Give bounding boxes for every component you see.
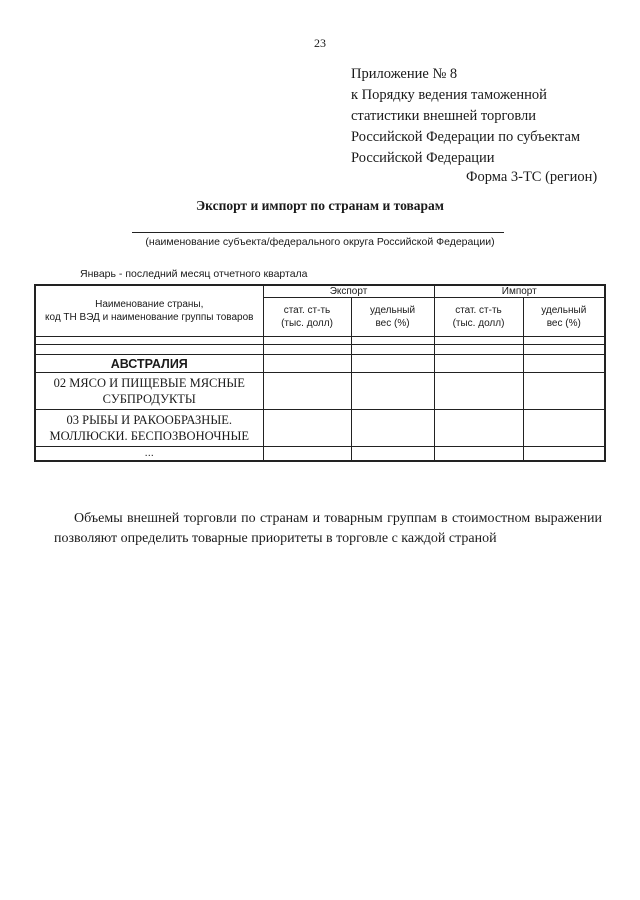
appendix-block (351, 64, 580, 169)
table-cell (351, 337, 434, 345)
trade-table (34, 284, 606, 462)
more-rows-indicator: ... (35, 447, 263, 462)
import-share-header: удельный вес (%) (523, 298, 605, 337)
table-cell (434, 345, 523, 355)
export-share-header: удельный вес (%) (351, 298, 434, 337)
table-cell (351, 410, 434, 447)
table-cell (523, 373, 605, 410)
country-row (35, 355, 605, 373)
table-row (35, 447, 605, 462)
import-header: Импорт (434, 285, 605, 298)
table-cell (263, 410, 351, 447)
country-name: АВСТРАЛИЯ (35, 355, 263, 373)
appendix-line: Российской Федерации (351, 150, 495, 166)
table-cell (434, 410, 523, 447)
table-cell (434, 337, 523, 345)
table-cell (351, 447, 434, 462)
appendix-line: Приложение № 8 (351, 66, 458, 82)
import-value-header: стат. ст-ть (тыс. долл) (434, 298, 523, 337)
table-cell (351, 373, 434, 410)
name-column-header (35, 285, 263, 337)
table-cell (35, 337, 263, 345)
table-cell (263, 337, 351, 345)
form-label: Форма 3-ТС (регион) (466, 169, 598, 185)
product-group-name: 02 МЯСО И ПИЩЕВЫЕ МЯСНЫЕ СУБПРОДУКТЫ (35, 373, 263, 410)
appendix-line: статистики внешней торговли (351, 108, 536, 124)
table-cell (351, 345, 434, 355)
appendix-line: к Порядку ведения таможенной (351, 87, 547, 103)
table-cell (523, 410, 605, 447)
table-cell (523, 337, 605, 345)
table-row (35, 410, 605, 447)
explanatory-note: Объемы внешней торговли по странам и товарным группам в стоимостном выражении позволяют определить товарные приоритеты в торговле с каждой страной (54, 511, 602, 546)
table-cell (523, 447, 605, 462)
subject-caption: (наименование субъекта/федерального округа Российской Федерации) (145, 236, 495, 248)
table-cell (523, 345, 605, 355)
table-cell (263, 373, 351, 410)
reporting-period: Январь - последний месяц отчетного квартала (80, 268, 308, 280)
export-header: Экспорт (263, 285, 434, 298)
table-cell (434, 447, 523, 462)
subject-fill-line (132, 232, 504, 233)
export-value-header: стат. ст-ть (тыс. долл) (263, 298, 351, 337)
document-title: Экспорт и импорт по странам и товарам (195, 198, 444, 213)
table-cell (263, 355, 351, 373)
name-header-text: Наименование страны, код ТН ВЭД и наименование группы товаров (44, 299, 254, 323)
table-cell (263, 345, 351, 355)
table-row (35, 373, 605, 410)
table-cell (35, 345, 263, 355)
page-number: 23 (314, 36, 326, 50)
table-cell (434, 373, 523, 410)
table-cell (351, 355, 434, 373)
product-group-name: 03 РЫБЫ И РАКООБРАЗНЫЕ. МОЛЛЮСКИ. БЕСПОЗВОНОЧНЫЕ (35, 410, 263, 447)
table-cell (523, 355, 605, 373)
table-cell (263, 447, 351, 462)
table-cell (434, 355, 523, 373)
appendix-line: Российской Федерации по субъектам (351, 129, 581, 145)
